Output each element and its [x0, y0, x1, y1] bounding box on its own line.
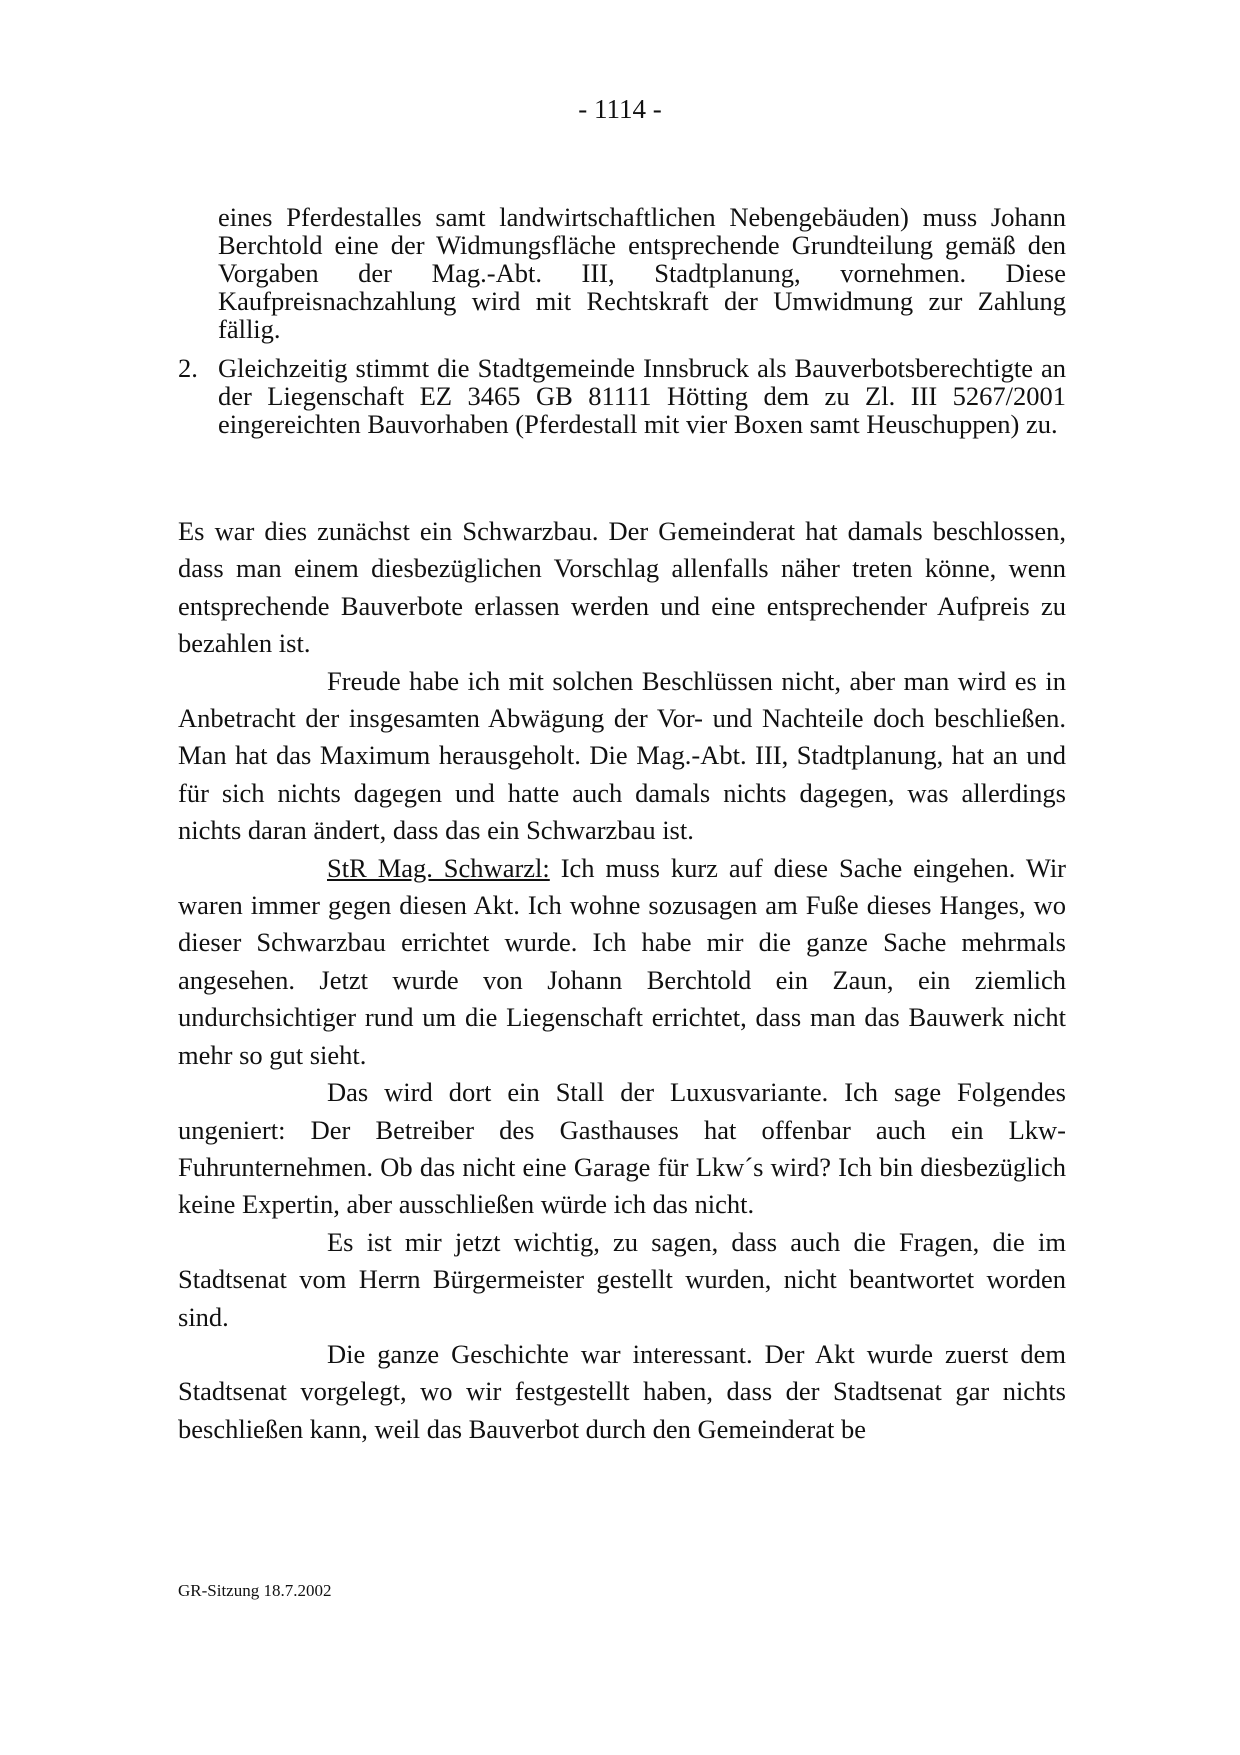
- paragraph-6: [178, 1336, 1066, 1448]
- paragraph-text: Das wird dort ein Stall der Luxusvariante. Ich sage Folgendes ungeniert: Der Betreiber des Gasthauses hat offenbar auch ein Lkw-Fuhrunternehmen. Ob das nicht eine Garage für Lkw´s wird? Ich bin diesbezüglich keine Expertin, aber ausschließen würde ich das nicht.: [178, 1077, 1066, 1220]
- paragraph-text: Es ist mir jetzt wichtig, zu sagen, dass auch die Fragen, die im Stadtsenat vom Herrn Bürgermeister gestellt wurden, nicht beantwortet worden sind.: [178, 1226, 1066, 1332]
- list-item-number: 2.: [178, 353, 198, 383]
- paragraph-text: Es war dies zunächst ein Schwarzbau. Der Gemeinderat hat damals beschlossen, dass man einem diesbezüglichen Vorschlag allenfalls näher treten könne, wenn entsprechende Bauverbote erlassen werden und eine entsprechender Aufpreis zu bezahlen ist.: [178, 516, 1066, 659]
- list-item-continuation: [178, 203, 1066, 343]
- body-text: [178, 513, 1066, 1448]
- paragraph-2: [178, 663, 1066, 850]
- list-item-2: [178, 354, 1066, 438]
- paragraph-5: [178, 1224, 1066, 1336]
- list-item-text: Gleichzeitig stimmt die Stadtgemeinde Innsbruck als Bauverbotsberechtigte an der Liegenschaft EZ 3465 GB 81111 Hötting dem zu Zl. III 5267/2001 eingereichten Bauvorhaben (Pferdestall mit vier Boxen samt Heuschuppen) zu.: [218, 353, 1066, 439]
- paragraph-text: Ich muss kurz auf diese Sache eingehen. Wir waren immer gegen diesen Akt. Ich wohne sozusagen am Fuße dieses Hanges, wo dieser Schwarzbau errichtet wurde. Ich habe mir die ganze Sache mehrmals angesehen. Jetzt wurde von Johann Berchtold ein Zaun, ein ziemlich undurchsichtiger rund um die Liegenschaft errichtet, dass man das Bauwerk nicht mehr so gut sieht.: [178, 852, 1067, 1070]
- paragraph-4: [178, 1074, 1066, 1224]
- speaker-name: StR Mag. Schwarzl:: [327, 852, 550, 883]
- paragraph-text: Die ganze Geschichte war interessant. Der Akt wurde zuerst dem Stadtsenat vorgelegt, wo wir festgestellt haben, dass der Stadtsenat gar nichts beschließen kann, weil das Bauverbot durch den Gemeinderat be: [178, 1338, 1066, 1444]
- paragraph-3: [178, 850, 1066, 1074]
- resolution-list: [178, 203, 1066, 438]
- paragraph-text: Freude habe ich mit solchen Beschlüssen nicht, aber man wird es in Anbetracht der insgesamten Abwägung der Vor- und Nachteile doch beschließen. Man hat das Maximum herausgeholt. Die Mag.-Abt. III, Stadtplanung, hat an und für sich nichts dagegen und hatte auch damals nichts dagegen, was allerdings nichts daran ändert, dass das ein Schwarzbau ist.: [178, 665, 1066, 846]
- paragraph-1: [178, 513, 1066, 663]
- page-footer: GR-Sitzung 18.7.2002: [178, 1581, 332, 1600]
- list-item-text: eines Pferdestalles samt landwirtschaftlichen Nebengebäuden) muss Johann Berchtold eine der Widmungsfläche entsprechende Grundteilung gemäß den Vorgaben der Mag.-Abt. III, Stadtplanung, vornehmen. Diese Kaufpreisnachzahlung wird mit Rechtskraft der Umwidmung zur Zahlung fällig.: [218, 202, 1066, 344]
- page-number: - 1114 -: [578, 94, 662, 124]
